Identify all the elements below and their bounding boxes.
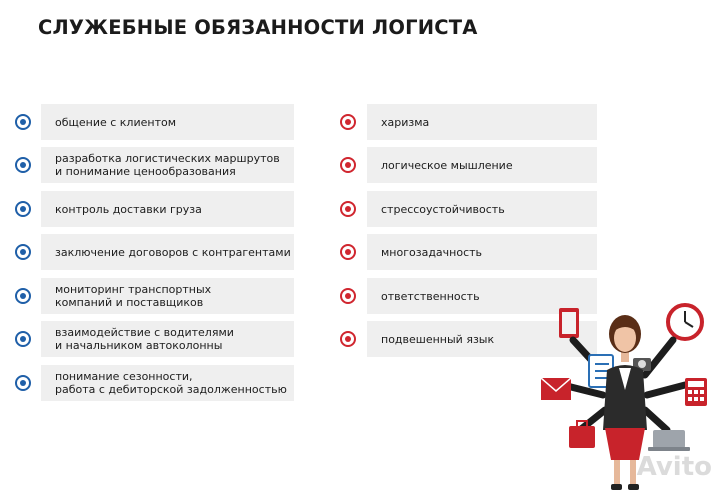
quality-label: стрессоустойчивость [381, 202, 505, 216]
duty-label: понимание сезонности, работа с дебиторской задолженностью [55, 370, 287, 396]
duty-box [41, 365, 294, 401]
duty-label: общение с клиентом [55, 115, 177, 129]
bullet-icon [340, 331, 356, 347]
quality-item [0, 104, 600, 140]
bullet-icon [340, 114, 356, 130]
quality-item [0, 191, 600, 227]
envelope-icon [541, 378, 571, 400]
quality-item [0, 234, 600, 270]
quality-label: харизма [381, 115, 430, 129]
duty-label: контроль доставки груза [55, 202, 202, 216]
bullet-icon [340, 157, 356, 173]
quality-box [367, 147, 597, 183]
calculator-icon [685, 378, 707, 406]
clock-icon [668, 305, 702, 339]
duty-label: взаимодействие с водителями и начальником автоколонны [55, 326, 234, 352]
page-title: СЛУЖЕБНЫЕ ОБЯЗАННОСТИ ЛОГИСТА [38, 16, 478, 39]
quality-item [0, 278, 600, 314]
quality-item [0, 321, 600, 357]
quality-label: ответственность [381, 289, 480, 303]
duty-label: заключение договоров с контрагентами [55, 245, 291, 259]
watermark-logo: Avito [636, 452, 712, 482]
duty-label: разработка логистических маршрутов и понимание ценообразования [55, 152, 280, 178]
quality-item [0, 147, 600, 183]
bullet-icon [15, 375, 31, 391]
bullet-icon [340, 244, 356, 260]
quality-box [367, 104, 597, 140]
quality-label: логическое мышление [381, 158, 513, 172]
laptop-icon [648, 430, 690, 451]
quality-box [367, 191, 597, 227]
tablet-icon [559, 308, 579, 338]
bullet-icon [340, 288, 356, 304]
quality-label: многозадачность [381, 245, 483, 259]
duty-item [0, 365, 300, 401]
quality-box [367, 234, 597, 270]
quality-label: подвешенный язык [381, 332, 495, 346]
bullet-icon [340, 201, 356, 217]
duty-label: мониторинг транспортных компаний и поставщиков [55, 283, 212, 309]
